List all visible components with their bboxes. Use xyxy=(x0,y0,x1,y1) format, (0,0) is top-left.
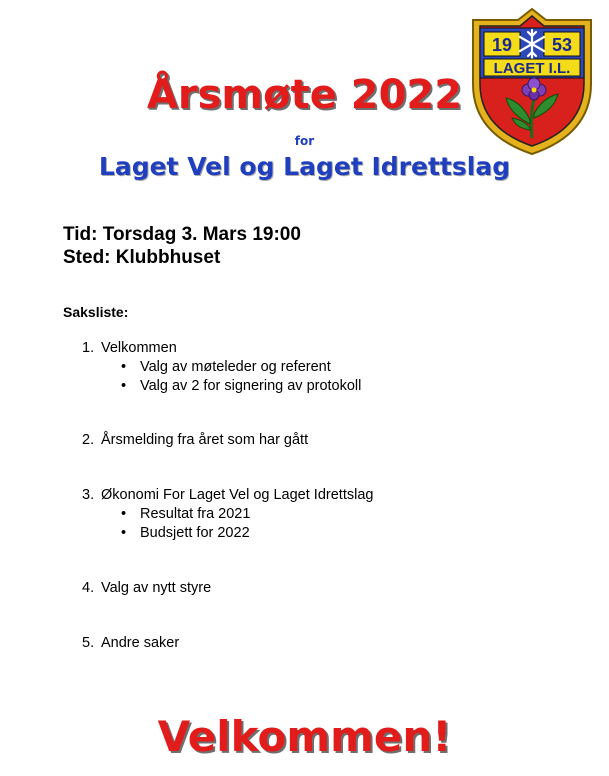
agenda-subitem-text: Resultat fra 2021 xyxy=(140,506,251,522)
footer-welcome: Velkommen! xyxy=(157,712,452,761)
meeting-info xyxy=(63,223,301,269)
agenda-subitem-text: Valg av 2 for signering av protokoll xyxy=(140,378,362,394)
logo-year-left: 19 xyxy=(491,35,513,55)
bullet-icon: • xyxy=(121,506,127,522)
bullet-icon: • xyxy=(121,525,127,541)
page-subtitle: Laget Vel og Laget Idrettslag xyxy=(98,152,511,181)
logo-club-name: LAGET I.L. xyxy=(493,60,571,77)
page-title: Årsmøte 2022 xyxy=(146,72,463,118)
agenda-item xyxy=(82,340,177,356)
agenda-item-number: 5. xyxy=(82,635,95,651)
agenda-heading: Saksliste: xyxy=(63,304,129,320)
bullet-icon: • xyxy=(121,359,127,375)
agenda-item-number: 1. xyxy=(82,340,95,356)
bullet-icon: • xyxy=(121,378,127,394)
agenda-item-text: Økonomi For Laget Vel og Laget Idrettslag xyxy=(101,487,374,503)
agenda-subitem xyxy=(121,359,331,375)
agenda-item-text: Årsmelding fra året som har gått xyxy=(101,432,309,448)
meeting-place: Sted: Klubbhuset xyxy=(63,247,221,268)
agenda-item-text: Valg av nytt styre xyxy=(101,580,212,596)
agenda-item-text: Andre saker xyxy=(101,635,180,651)
agenda-item-number: 3. xyxy=(82,487,95,503)
agenda-item xyxy=(82,635,179,651)
agenda-subitem-text: Budsjett for 2022 xyxy=(140,525,250,541)
agenda-item xyxy=(82,432,308,448)
agenda-item-number: 2. xyxy=(82,432,95,448)
agenda-subitem xyxy=(121,378,361,394)
for-label: for xyxy=(294,134,315,148)
agenda-subitem xyxy=(121,525,250,541)
agenda-item-text: Velkommen xyxy=(101,340,177,356)
agenda-subitem xyxy=(121,506,250,522)
logo-year-right: 53 xyxy=(551,35,573,55)
agenda-item xyxy=(82,580,211,596)
agenda-item-number: 4. xyxy=(82,580,95,596)
agenda-item xyxy=(82,487,373,503)
agenda-subitem-text: Valg av møteleder og referent xyxy=(140,359,331,375)
meeting-time: Tid: Torsdag 3. Mars 19:00 xyxy=(63,224,301,245)
